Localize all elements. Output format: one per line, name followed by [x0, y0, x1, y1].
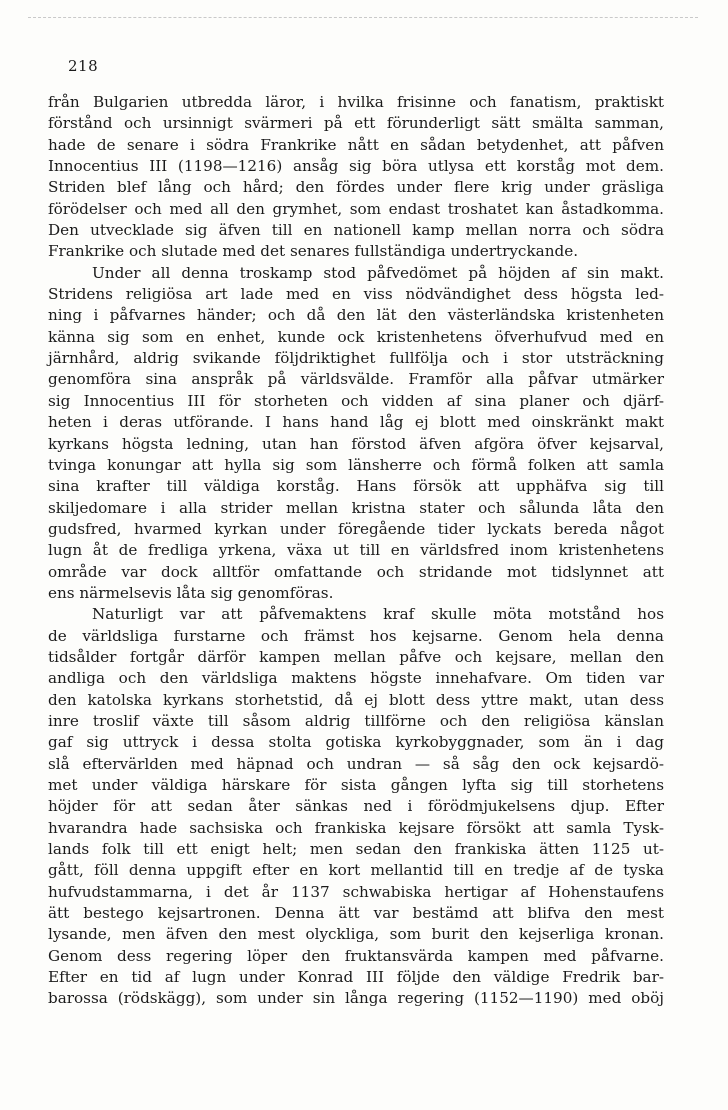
text-line: barossa (rödskägg), som under sin långa regering (1152—1190) med oböj: [48, 989, 664, 1008]
text-line: lysande, men äfven den mest olyckliga, som burit den kejserliga kronan.: [48, 925, 664, 944]
text-line: den katolska kyrkans storhetstid, då ej blott dess yttre makt, utan dess: [48, 690, 664, 709]
text-line: ens närmelsevis låta sig genomföras.: [48, 583, 334, 602]
text-line: hufvudstammarna, i det år 1137 schwabiska hertigar af Hohenstaufens: [48, 882, 664, 901]
text-line: Frankrike och slutade med det senares fullständiga undertryckande.: [48, 242, 579, 261]
text-line: från Bulgarien utbredda läror, i hvilka frisinne och fanatism, praktiskt: [48, 93, 664, 111]
text-line: lugn åt de fredliga yrkena, växa ut till en världsfred inom kristenhetens: [48, 541, 664, 560]
top-edge-rule: [28, 17, 698, 18]
text-line: tidsålder fortgår därför kampen mellan påfve och kejsare, mellan den: [48, 647, 664, 666]
text-line: Genom dess regering löper den fruktansvärda kampen med påfvarne.: [48, 946, 664, 965]
text-line: skiljedomare i alla strider mellan kristna stater och sålunda låta den: [48, 498, 664, 517]
text-line: Naturligt var att påfvemaktens kraf skulle möta motstånd hos: [92, 605, 664, 624]
text-line: kyrkans högsta ledning, utan han förstod äfven afgöra öfver kejsarval,: [48, 434, 664, 453]
text-line: Efter en tid af lugn under Konrad III följde den väldige Fredrik bar-: [48, 968, 664, 987]
text-line: genomföra sina anspråk på världsvälde. Framför alla påfvar utmärker: [48, 370, 664, 389]
text-line: sig Innocentius III för storheten och vidden af sina planer och djärf-: [48, 391, 664, 410]
text-line: ätt bestego kejsartronen. Denna ätt var bestämd att blifva den mest: [48, 904, 664, 923]
text-line: andliga och den världsliga maktens högste innehafvare. Om tiden var: [48, 669, 664, 688]
text-line: hvarandra hade sachsiska och frankiska kejsare försökt att samla Tysk-: [48, 818, 664, 837]
text-line: tvinga konungar att hylla sig som länsherre och förmå folken att samla: [48, 455, 664, 474]
text-line: hade de senare i södra Frankrike nått en sådan betydenhet, att påfven: [48, 135, 664, 154]
text-line: Den utvecklade sig äfven till en nationell kamp mellan norra och södra: [48, 221, 664, 240]
text-line: lands folk till ett enigt helt; men sedan den frankiska ätten 1125 ut-: [48, 840, 664, 859]
text-line: förödelser och med all den grymhet, som endast troshatet kan åstadkomma.: [48, 199, 664, 218]
text-line: känna sig som en enhet, kunde ock kristenhetens öfverhufvud med en: [48, 327, 664, 346]
text-line: Innocentius III (1198—1216) ansåg sig böra utlysa ett korståg mot dem.: [48, 157, 664, 176]
text-line: heten i deras utförande. I hans hand låg ej blott med oinskränkt makt: [48, 413, 664, 432]
text-line: gått, föll denna uppgift efter en kort mellantid till en tredje af de tyska: [48, 861, 664, 880]
body-text: [48, 92, 664, 1010]
page-number: 218: [68, 57, 99, 75]
text-line: met under väldiga härskare för sista gången lyfta sig till storhetens: [48, 776, 664, 794]
text-line: gaf sig uttryck i dessa stolta gotiska kyrkobyggnader, som än i dag: [48, 733, 664, 752]
text-line: förstånd och ursinnigt svärmeri på ett förunderligt sätt smälta samman,: [48, 114, 664, 133]
text-line: de världsliga furstarne och främst hos kejsarne. Genom hela denna: [48, 626, 664, 645]
text-line: järnhård, aldrig svikande följdriktighet fullfölja och i stor utsträckning: [48, 349, 664, 368]
text-line: Stridens religiösa art lade med en viss nödvändighet dess högsta led-: [48, 285, 664, 304]
text-line: slå eftervärlden med häpnad och undran — så såg den ock kejsardö-: [48, 754, 664, 773]
text-line: höjder för att sedan åter sänkas ned i förödmjukelsens djup. Efter: [48, 797, 664, 816]
text-line: Striden blef lång och hård; den fördes under flere krig under gräsliga: [48, 178, 664, 197]
text-line: ning i påfvarnes händer; och då den lät den västerländska kristenheten: [48, 306, 664, 325]
text-line: gudsfred, hvarmed kyrkan under föregående tider lyckats bereda något: [48, 519, 664, 538]
text-line: sina krafter till väldiga korståg. Hans försök att upphäfva sig till: [48, 477, 664, 496]
text-line: inre troslif växte till såsom aldrig tillförne och den religiösa känslan: [48, 711, 664, 730]
text-line: Under all denna troskamp stod påfvedömet på höjden af sin makt.: [92, 263, 664, 282]
text-line: område var dock alltför omfattande och stridande mot tidslynnet att: [48, 562, 664, 581]
